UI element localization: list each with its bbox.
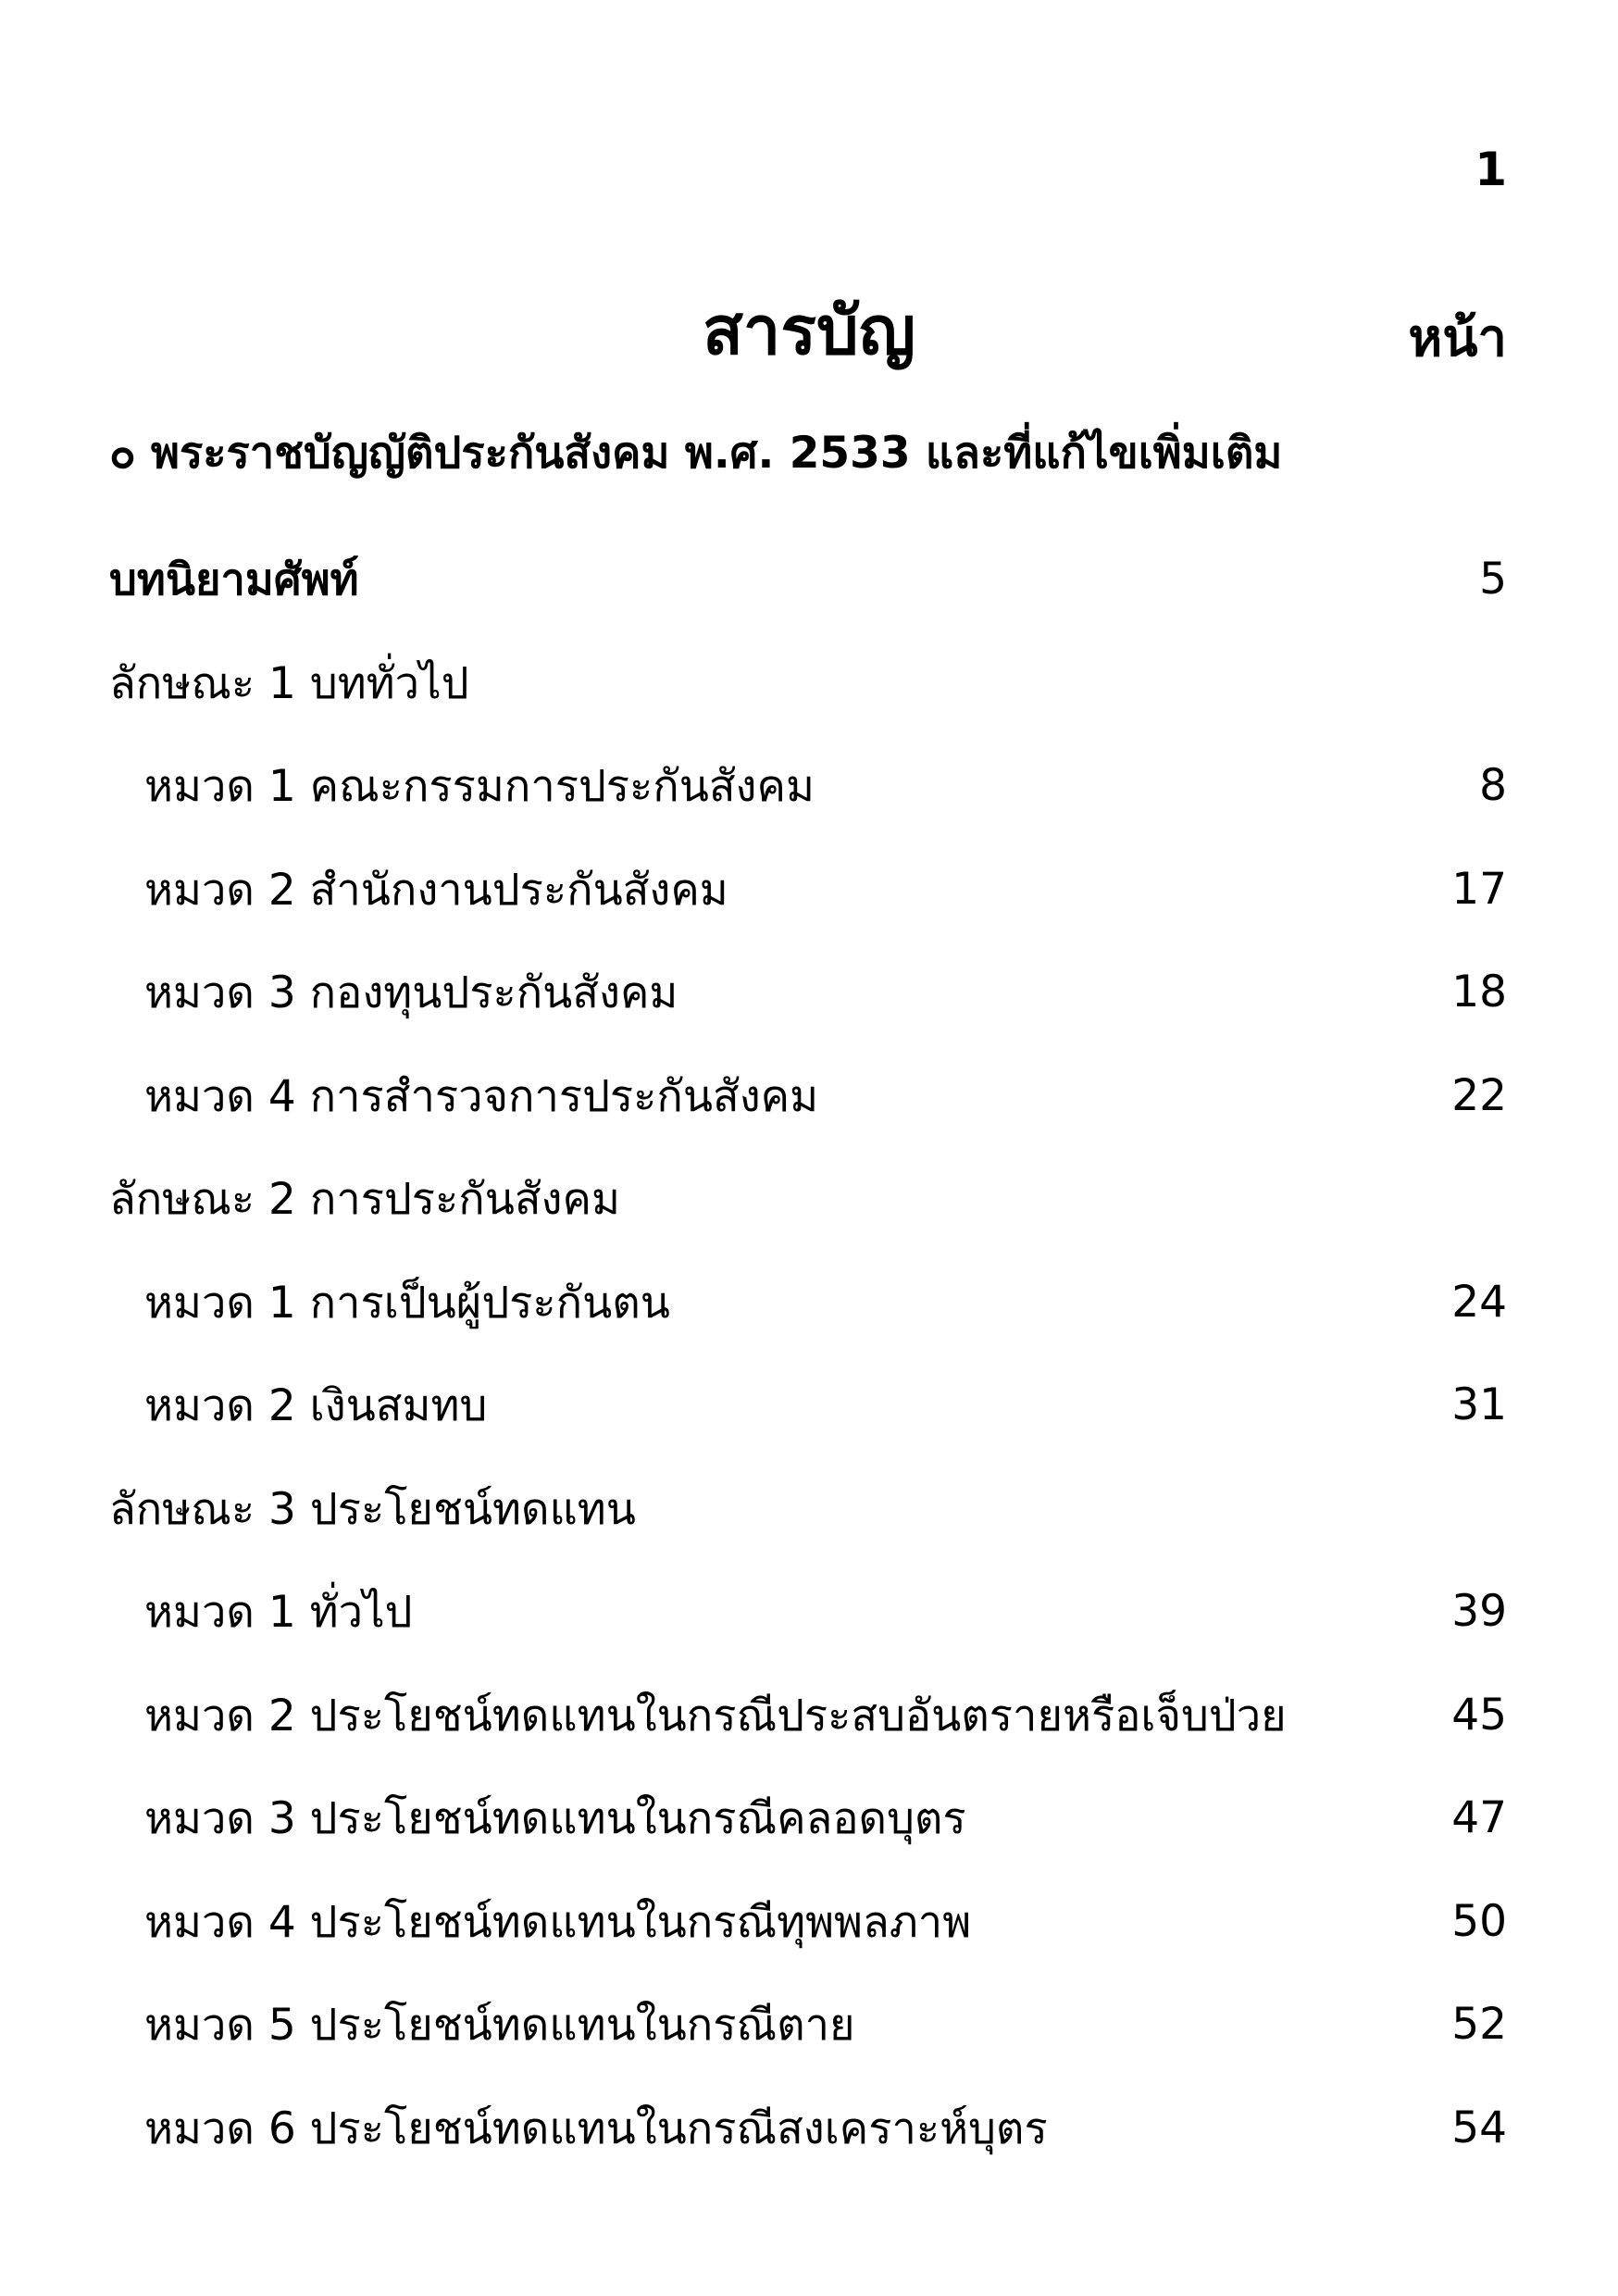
toc-entry-page: 50 (1451, 1895, 1507, 1947)
toc-entry (109, 1870, 1507, 1974)
toc-entry (109, 1044, 1507, 1148)
toc-entry-label: หมวด 4 ประโยชน์ทดแทนในกรณีทุพพลภาพ (144, 1896, 972, 1948)
toc-entry-label: ลักษณะ 3 ประโยชน์ทดแทน (109, 1483, 636, 1535)
toc-entry (109, 1560, 1507, 1664)
page-column-header: หน้า (1408, 308, 1507, 368)
toc-entry (109, 2077, 1507, 2180)
toc-title: สารบัญ (702, 292, 916, 369)
toc-part-3 (109, 1457, 1507, 1561)
toc-entry-page: 8 (1479, 760, 1507, 812)
toc-entry-page: 47 (1451, 1792, 1507, 1844)
toc-entry (109, 941, 1507, 1044)
toc-entry (109, 1251, 1507, 1354)
toc-entry-label: ลักษณะ 1 บททั่วไป (109, 657, 469, 709)
toc-entry (109, 1766, 1507, 1870)
toc-entry-page: 17 (1451, 863, 1507, 915)
page-number: 1 (1475, 143, 1507, 196)
toc-entry-label: หมวด 3 ประโยชน์ทดแทนในกรณีคลอดบุตร (144, 1793, 966, 1845)
toc-entry (109, 1664, 1507, 1767)
toc-entry-label: หมวด 1 การเป็นผู้ประกันตน (144, 1277, 670, 1329)
toc-entry-page: 39 (1451, 1586, 1507, 1638)
toc-entry-page: 22 (1451, 1069, 1507, 1121)
toc-entry (109, 734, 1507, 838)
toc-part-2 (109, 1147, 1507, 1251)
toc-entry (109, 1973, 1507, 2077)
toc-entry-label: หมวด 4 การสำรวจการประกันสังคม (144, 1070, 819, 1122)
toc-entry-page: 31 (1451, 1379, 1507, 1431)
toc-entry-page: 5 (1479, 554, 1507, 605)
toc-entry-label: หมวด 1 คณะกรรมการประกันสังคม (144, 761, 815, 813)
toc-entry (109, 1354, 1507, 1457)
toc-entry-page: 18 (1451, 967, 1507, 1018)
toc-entry-label: หมวด 2 สำนักงานประกันสังคม (144, 864, 728, 916)
toc-entry-label: หมวด 1 ทั่วไป (144, 1587, 413, 1639)
toc-entry (109, 838, 1507, 942)
toc-entry-label: หมวด 2 เงินสมทบ (144, 1380, 488, 1432)
toc-entry-definitions (109, 528, 1507, 631)
toc-entry-page: 54 (1451, 2102, 1507, 2153)
toc-entry-label: บทนิยามศัพท์ (109, 555, 359, 606)
act-title: ๐ พระราชบัญญัติประกันสังคม พ.ศ. 2533 และที่แก้ไขเพิ่มเติม (109, 428, 1283, 479)
toc-entry-label: ลักษณะ 2 การประกันสังคม (109, 1174, 620, 1226)
toc-entry-label: หมวด 5 ประโยชน์ทดแทนในกรณีตาย (144, 2000, 855, 2052)
toc-entry-label: หมวด 3 กองทุนประกันสังคม (144, 967, 678, 1019)
toc-entry-page: 52 (1451, 1999, 1507, 2051)
toc-entry-page: 45 (1451, 1689, 1507, 1741)
toc-entry-label: หมวด 6 ประโยชน์ทดแทนในกรณีสงเคราะห์บุตร (144, 2103, 1048, 2154)
toc-entry-label: หมวด 2 ประโยชน์ทดแทนในกรณีประสบอันตรายหรือเจ็บป่วย (144, 1690, 1287, 1741)
toc-entries (109, 528, 1507, 2179)
toc-entry-page: 24 (1451, 1276, 1507, 1328)
toc-part-1 (109, 631, 1507, 735)
